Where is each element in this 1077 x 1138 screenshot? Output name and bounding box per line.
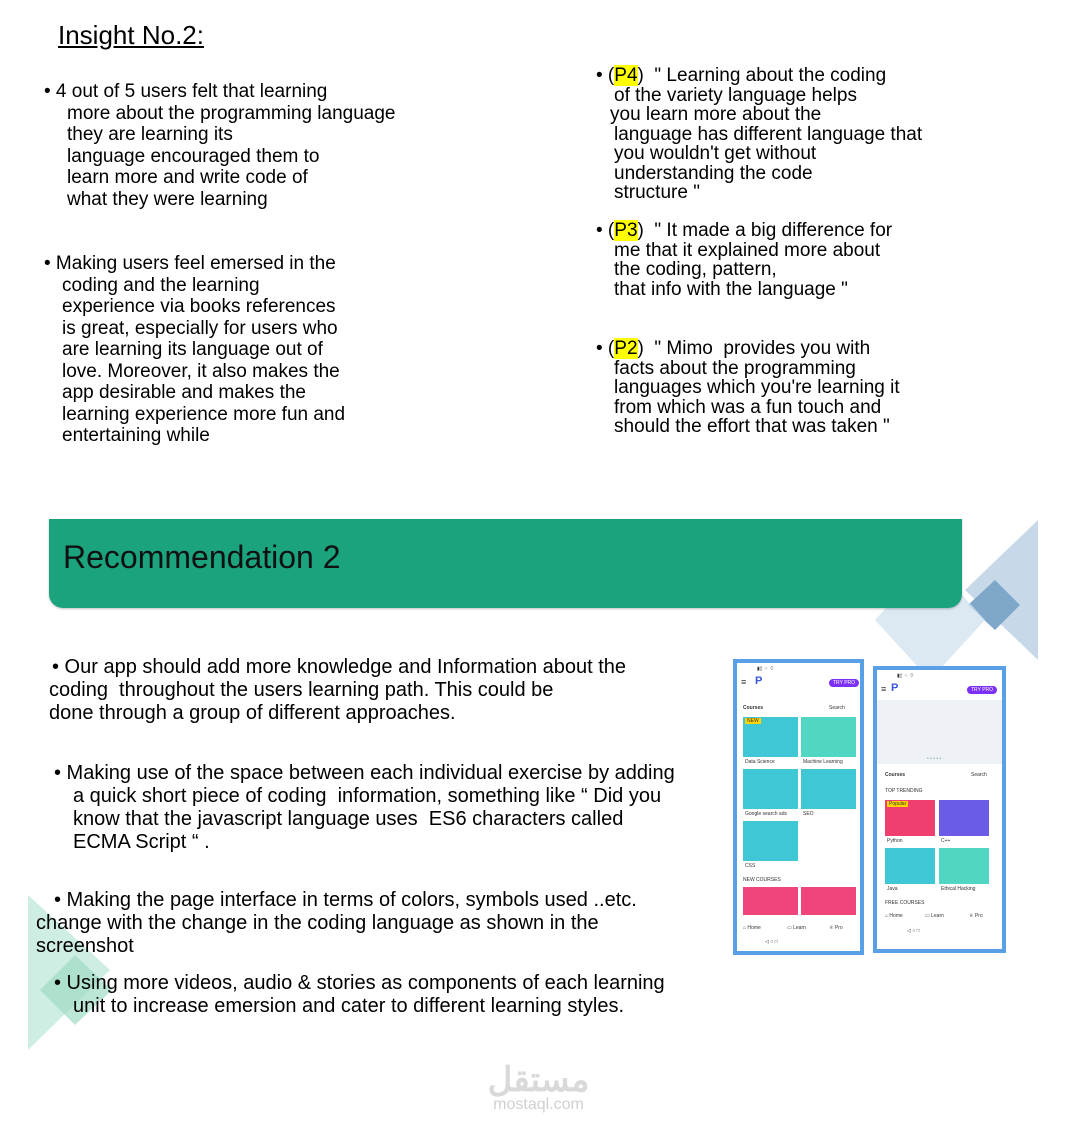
new-badge: NEW [747, 718, 759, 724]
text-line: facts about the programming [614, 357, 856, 379]
menu-icon: ≡ [741, 677, 747, 687]
quote-p4 [596, 66, 922, 203]
watermark-site: mostaql.com [493, 1096, 584, 1113]
nav-pro: ♕ Pro [969, 913, 983, 919]
quote-text: " Mimo provides you with [654, 338, 871, 359]
text-line: of the variety language helps [614, 84, 857, 106]
text-line: • Our app should add more knowledge and Information about the [52, 656, 627, 678]
quote-p3 [596, 221, 892, 299]
phone-screen [737, 663, 860, 951]
nav-label: Pro [974, 913, 983, 919]
quote-text: " Learning about the coding [654, 65, 887, 86]
quote-first-line: • (P3) " It made a big difference for [596, 220, 893, 241]
carousel-dots: • • • • • [927, 756, 942, 762]
try-pro-button: TRY PRO [829, 679, 859, 687]
free-courses-heading: FREE COURSES [885, 900, 925, 906]
course-thumb-cpp [939, 800, 989, 836]
participant-tag: P4 [614, 65, 638, 86]
text-line: app desirable and makes the [62, 382, 306, 403]
nav-label: Home [889, 913, 903, 919]
text-line: entertaining while [62, 425, 210, 446]
status-bar: ▮▯ ⁘ ⌔ [897, 673, 915, 679]
recommendation-point-2 [54, 762, 675, 854]
phone-screenshot-left [733, 659, 864, 955]
course-label: Google search ads [745, 811, 787, 817]
participant-tag: P3 [614, 220, 638, 241]
text-line: ECMA Script “ . [73, 831, 210, 853]
course-thumb-new-1 [743, 887, 798, 915]
course-label: SEO [803, 811, 814, 817]
nav-home: ⌂ Home [885, 913, 903, 919]
nav-home: ⌂ Home [743, 925, 761, 931]
text-line: learning experience more fun and [62, 403, 346, 425]
text-line: coding throughout the users learning path. This could be [49, 679, 554, 701]
quote-first-line: • (P2) " Mimo provides you with [596, 338, 871, 359]
phone-screenshot-right [873, 666, 1006, 953]
course-label: Machine Learning [803, 759, 843, 765]
text-line: • 4 out of 5 users felt that learning [44, 81, 328, 102]
course-label: CSS [745, 863, 756, 869]
search-link: Search [971, 772, 987, 778]
text-line: the coding, pattern, [614, 259, 777, 280]
course-label: Python [887, 838, 903, 844]
recommendation-point-4 [54, 972, 665, 1018]
text-line: from which was a fun touch and [614, 396, 882, 418]
carousel-banner [877, 700, 1002, 764]
recommendation-title: Recommendation 2 [63, 539, 341, 575]
text-line: done through a group of different approaches. [49, 702, 456, 724]
text-line: me that it explained more about [614, 239, 881, 261]
text-line: language encouraged them to [67, 145, 320, 167]
nav-learn: ▭ Learn [787, 925, 806, 931]
text-line: you learn more about the [610, 104, 822, 125]
text-line: they are learning its [67, 124, 233, 145]
text-line: • Using more videos, audio & stories as components of each learning [54, 972, 665, 994]
text-line: change with the change in the coding language as shown in the [36, 912, 599, 934]
top-trending-heading: TOP TRENDING [885, 788, 923, 794]
text-line: love. Moreover, it also makes the [62, 360, 340, 382]
nav-label: Learn [793, 925, 806, 931]
text-line: language has different language that [614, 123, 923, 145]
quote-p2 [596, 339, 900, 437]
text-line: you wouldn't get without [614, 143, 817, 164]
text-line: coding and the learning [62, 274, 260, 296]
course-thumb-css [743, 821, 798, 861]
insight-title: Insight No.2: [58, 20, 204, 50]
watermark-logo: مستقل [487, 1061, 590, 1099]
recommendation-point-1 [49, 656, 626, 725]
text-line: • Making use of the space between each individual exercise by adding [54, 762, 675, 784]
nav-label: Pro [834, 925, 843, 931]
popular-badge: Popular [889, 801, 907, 807]
text-line: understanding the code [614, 162, 813, 184]
nav-pro: ♕ Pro [829, 925, 843, 931]
system-nav-bar: ◁ ○ □ [765, 939, 778, 945]
text-line: learn more and write code of [67, 167, 308, 188]
text-line: is great, especially for users who [62, 317, 338, 339]
recommendation-banner [49, 519, 962, 608]
course-thumb-machine-learning [801, 717, 856, 757]
new-courses-heading: NEW COURSES [743, 877, 781, 883]
course-label: Data Science [745, 759, 775, 765]
text-line: screenshot [36, 935, 134, 957]
recommendation-point-3 [36, 889, 637, 958]
text-line: a quick short piece of coding information, something like “ Did you [73, 785, 662, 807]
course-thumb-google-ads [743, 769, 798, 809]
text-line: languages which you're learning it [614, 377, 900, 398]
text-line: what they were learning [67, 188, 268, 210]
course-thumb-seo [801, 769, 856, 809]
quote-first-line: • (P4) " Learning about the coding [596, 65, 887, 86]
nav-learn: ▭ Learn [925, 913, 944, 919]
nav-label: Home [747, 925, 761, 931]
text-line: • Making the page interface in terms of colors, symbols used ..etc. [54, 889, 637, 911]
course-thumb-ethical-hacking [939, 848, 989, 884]
status-bar: ▮▯ ⁘ ⌔ [757, 666, 775, 672]
text-line: know that the javascript language uses ES6 characters called [73, 808, 624, 830]
courses-heading: Courses [885, 772, 906, 778]
text-line: more about the programming language [67, 102, 396, 124]
nav-label: Learn [931, 913, 944, 919]
search-link: Search [829, 705, 845, 711]
text-line: structure " [614, 182, 700, 203]
courses-heading: Courses [743, 705, 764, 711]
text-line: • Making users feel emersed in the [44, 253, 336, 274]
course-thumb-java [885, 848, 935, 884]
text-line: experience via books references [62, 296, 336, 317]
text-line: that info with the language " [614, 278, 848, 300]
insight-point-2 [44, 253, 345, 447]
course-thumb-new-2 [801, 887, 856, 915]
system-nav-bar: ◁ ○ □ [907, 928, 920, 934]
course-label: Java [887, 886, 898, 892]
try-pro-button: TRY PRO [967, 686, 997, 694]
quote-text: " It made a big difference for [654, 220, 893, 241]
menu-icon: ≡ [881, 684, 887, 694]
text-line: should the effort that was taken " [614, 416, 890, 437]
app-logo-icon: P [891, 682, 899, 694]
course-label: C++ [941, 838, 951, 844]
participant-tag: P2 [614, 338, 638, 359]
text-line: unit to increase emersion and cater to different learning styles. [73, 995, 625, 1017]
phone-screen [877, 670, 1002, 949]
insight-point-1 [44, 81, 395, 210]
text-line: are learning its language out of [62, 339, 323, 360]
course-label: Ethical Hacking [941, 886, 976, 892]
app-logo-icon: P [755, 675, 763, 687]
